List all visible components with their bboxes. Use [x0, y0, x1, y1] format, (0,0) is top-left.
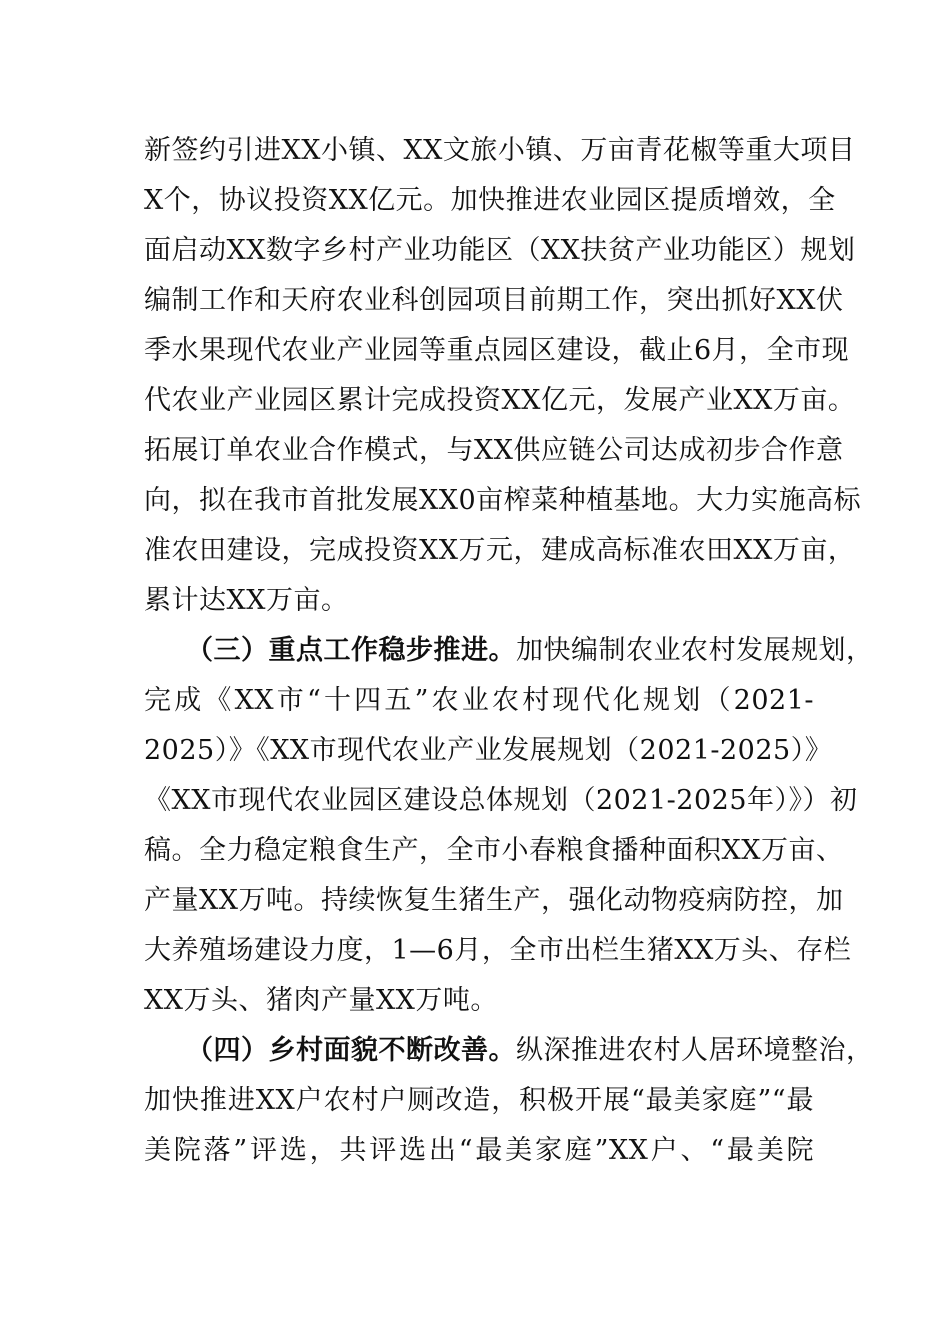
text-line: 加快推进XX户农村户厕改造，积极开展“最美家庭”“最 [144, 1085, 814, 1116]
section-3-heading: （三）重点工作稳步推进。 [186, 635, 516, 666]
text-line: 完成《XX市“十四五”农业农村现代化规划（2021- [144, 685, 814, 716]
section-4-text: 纵深推进农村人居环境整治， [516, 1035, 874, 1066]
text-line: 准农田建设，完成投资XX万元，建成高标准农田XX万亩， [144, 535, 856, 566]
text-line: 季水果现代农业产业园等重点园区建设，截止6月，全市现 [144, 335, 850, 366]
document-body [144, 126, 874, 1176]
text-line: 拓展订单农业合作模式，与XX供应链公司达成初步合作意 [144, 435, 844, 466]
text-line: 向，拟在我市首批发展XX0亩榨菜种植基地。大力实施高标 [144, 485, 862, 516]
text-line: 代农业产业园区累计完成投资XX亿元，发展产业XX万亩。 [144, 385, 856, 416]
text-line: 《XX市现代农业园区建设总体规划（2021-2025年）》）初 [144, 785, 858, 816]
section-4-heading: （四）乡村面貌不断改善。 [186, 1035, 516, 1066]
text-line: 产量XX万吨。持续恢复生猪生产，强化动物疫病防控，加 [144, 885, 844, 916]
section-3-text: 加快编制农业农村发展规划， [516, 635, 874, 666]
text-line: 新签约引进XX小镇、XX文旅小镇、万亩青花椒等重大项目 [144, 135, 856, 166]
text-line: 大养殖场建设力度，1—6月，全市出栏生猪XX万头、存栏 [144, 935, 852, 966]
section-4-first-line [144, 1026, 874, 1076]
text-line: 面启动XX数字乡村产业功能区（XX扶贫产业功能区）规划 [144, 235, 856, 266]
section-3-first-line [144, 626, 874, 676]
text-line: XX万头、猪肉产量XX万吨。 [144, 985, 498, 1016]
text-line: 美院落”评选，共评选出“最美家庭”XX户、“最美院 [144, 1135, 814, 1166]
text-line: 编制工作和天府农业科创园项目前期工作，突出抓好XX伏 [144, 285, 844, 316]
text-line: X个，协议投资XX亿元。加快推进农业园区提质增效，全 [144, 185, 836, 216]
text-line: 2025）》《XX市现代农业产业发展规划（2021-2025）》 [144, 735, 833, 766]
text-line: 累计达XX万亩。 [144, 585, 349, 616]
text-line: 稿。全力稳定粮食生产，全市小春粮食播种面积XX万亩、 [144, 835, 844, 866]
